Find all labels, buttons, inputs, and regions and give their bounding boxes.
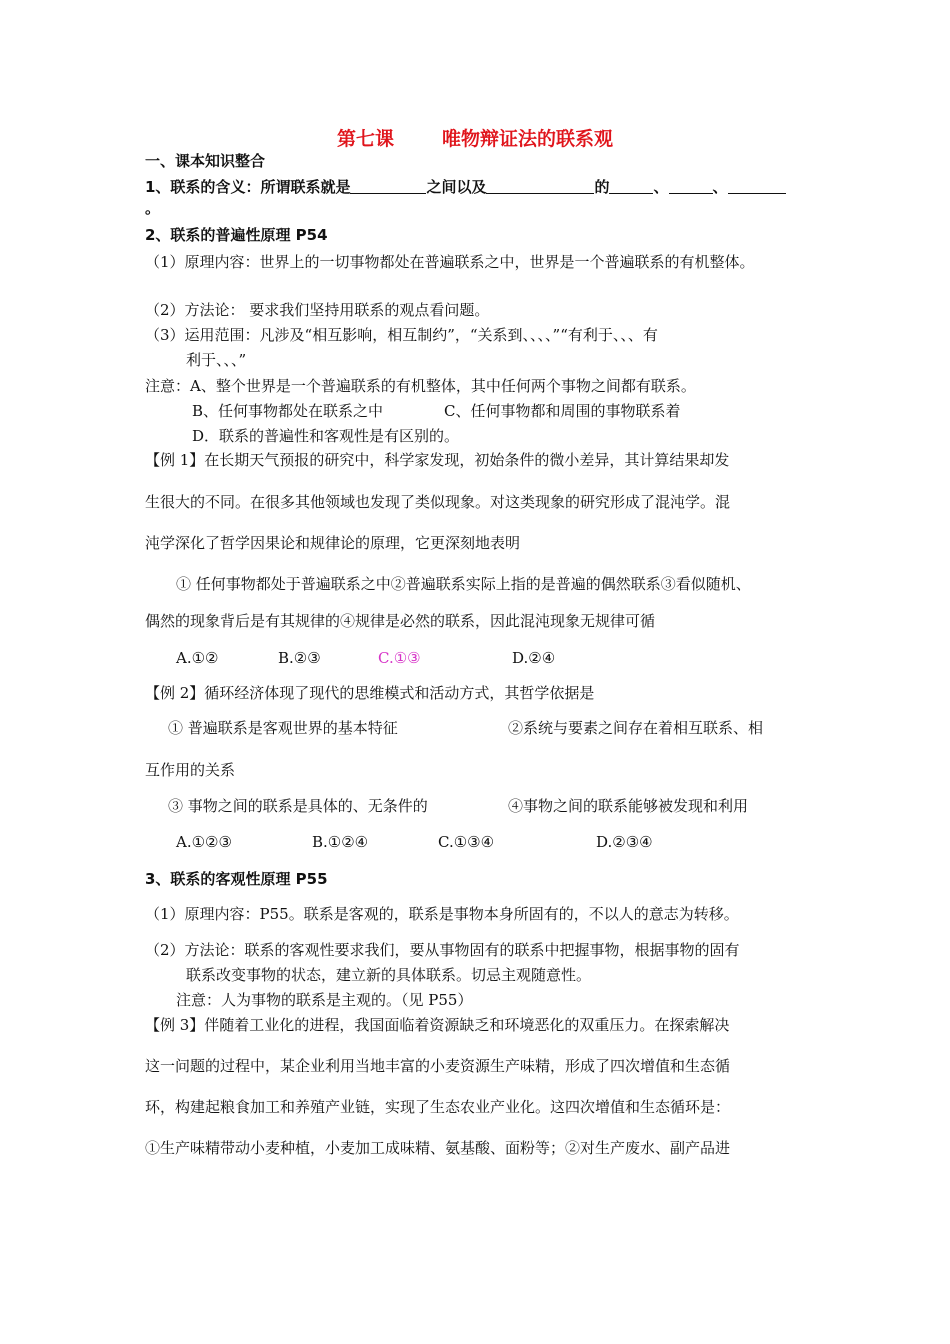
page-title bbox=[0, 124, 950, 151]
example1-line2: 生很大的不同。在很多其他领域也发现了类似现象。对这类现象的研究形成了混沌学。混 bbox=[145, 493, 731, 511]
item3-method-line2: 联系改变事物的状态，建立新的具体联系。切忌主观随意性。 bbox=[186, 966, 592, 984]
lesson-topic: 唯物辩证法的联系观 bbox=[442, 128, 614, 150]
item2-scope-line1: （3）运用范围：凡涉及“相互影响，相互制约”，“关系到、、、、”“有利于、、、有 bbox=[145, 326, 658, 344]
example1-line1: 【例 1】在长期天气预报的研究中，科学家发现，初始条件的微小差异，其计算结果却发 bbox=[145, 451, 730, 469]
example2-line1: 【例 2】循环经济体现了现代的思维模式和活动方式，其哲学依据是 bbox=[145, 684, 595, 702]
example1-statements1: ① 任何事物都处于普遍联系之中②普遍联系实际上指的是普遍的偶然联系③看似随机、 bbox=[176, 575, 751, 593]
note-b: B、任何事物都处在联系之中 bbox=[192, 402, 384, 420]
item3-content: （1）原理内容：P55。联系是客观的，联系是事物本身所固有的，不以人的意志为转移。 bbox=[145, 905, 739, 923]
example2-option-c: C.①③④ bbox=[438, 833, 495, 851]
item2-content: （1）原理内容：世界上的一切事物都处在普遍联系之中，世界是一个普遍联系的有机整体。 bbox=[145, 253, 755, 271]
item1-line: 1、联系的含义：所谓联系就是 之间以及 的 、 、 bbox=[145, 177, 786, 197]
example1-option-c: C.①③ bbox=[378, 649, 421, 667]
example3-line1: 【例 3】伴随着工业化的进程，我国面临着资源缺乏和环境恶化的双重压力。在探索解决 bbox=[145, 1016, 730, 1034]
blank-3[interactable] bbox=[609, 179, 653, 194]
example1-option-a: A.①② bbox=[176, 649, 219, 667]
example3-line2: 这一问题的过程中，某企业利用当地丰富的小麦资源生产味精，形成了四次增值和生态循 bbox=[145, 1057, 731, 1075]
item2-scope-line2: 利于、、、” bbox=[186, 351, 247, 369]
item1-tail: 。 bbox=[145, 199, 161, 217]
example2-statement4: ④事物之间的联系能够被发现和利用 bbox=[508, 797, 749, 815]
item3-method-line1: （2）方法论：联系的客观性要求我们，要从事物固有的联系中把握事物，根据事物的固有 bbox=[145, 941, 740, 959]
example2-option-b: B.①②④ bbox=[312, 833, 369, 851]
item2-heading: 2、联系的普遍性原理 P54 bbox=[145, 226, 328, 244]
example1-line3: 沌学深化了哲学因果论和规律论的原理，它更深刻地表明 bbox=[145, 534, 521, 552]
example1-option-d: D.②④ bbox=[512, 649, 556, 667]
example1-statements2: 偶然的现象背后是有其规律的④规律是必然的联系，因此混沌现象无规律可循 bbox=[145, 612, 656, 630]
example2-option-a: A.①②③ bbox=[176, 833, 232, 851]
example3-line4: ①生产味精带动小麦种植，小麦加工成味精、氨基酸、面粉等；②对生产废水、副产品进 bbox=[145, 1139, 731, 1157]
note-c: C、任何事物都和周围的事物联系着 bbox=[444, 402, 681, 420]
blank-4[interactable] bbox=[669, 179, 713, 194]
section-heading-1: 一、课本知识整合 bbox=[145, 152, 266, 170]
blank-1[interactable] bbox=[350, 179, 426, 194]
lesson-number: 第七课 bbox=[336, 128, 394, 150]
item3-heading: 3、联系的客观性原理 P55 bbox=[145, 870, 328, 888]
example3-line3: 环，构建起粮食加工和养殖产业链，实现了生态农业产业化。这四次增值和生态循环是： bbox=[145, 1098, 731, 1116]
item3-note: 注意：人为事物的联系是主观的。（见 P55） bbox=[176, 991, 473, 1009]
item2-method: （2）方法论： 要求我们坚持用联系的观点看问题。 bbox=[145, 301, 490, 319]
example2-statement3: ③ 事物之间的联系是具体的、无条件的 bbox=[168, 797, 428, 815]
note-d: D．联系的普遍性和客观性是有区别的。 bbox=[192, 427, 460, 445]
blank-2[interactable] bbox=[486, 179, 594, 194]
example2-line3: 互作用的关系 bbox=[145, 761, 236, 779]
example2-statement1: ① 普遍联系是客观世界的基本特征 bbox=[168, 719, 398, 737]
example1-option-b: B.②③ bbox=[278, 649, 321, 667]
example2-statement2: ②系统与要素之间存在着相互联系、相 bbox=[508, 719, 764, 737]
note-a: 注意：A、整个世界是一个普遍联系的有机整体，其中任何两个事物之间都有联系。 bbox=[145, 377, 696, 395]
blank-5[interactable] bbox=[728, 179, 786, 194]
example2-option-d: D.②③④ bbox=[596, 833, 653, 851]
